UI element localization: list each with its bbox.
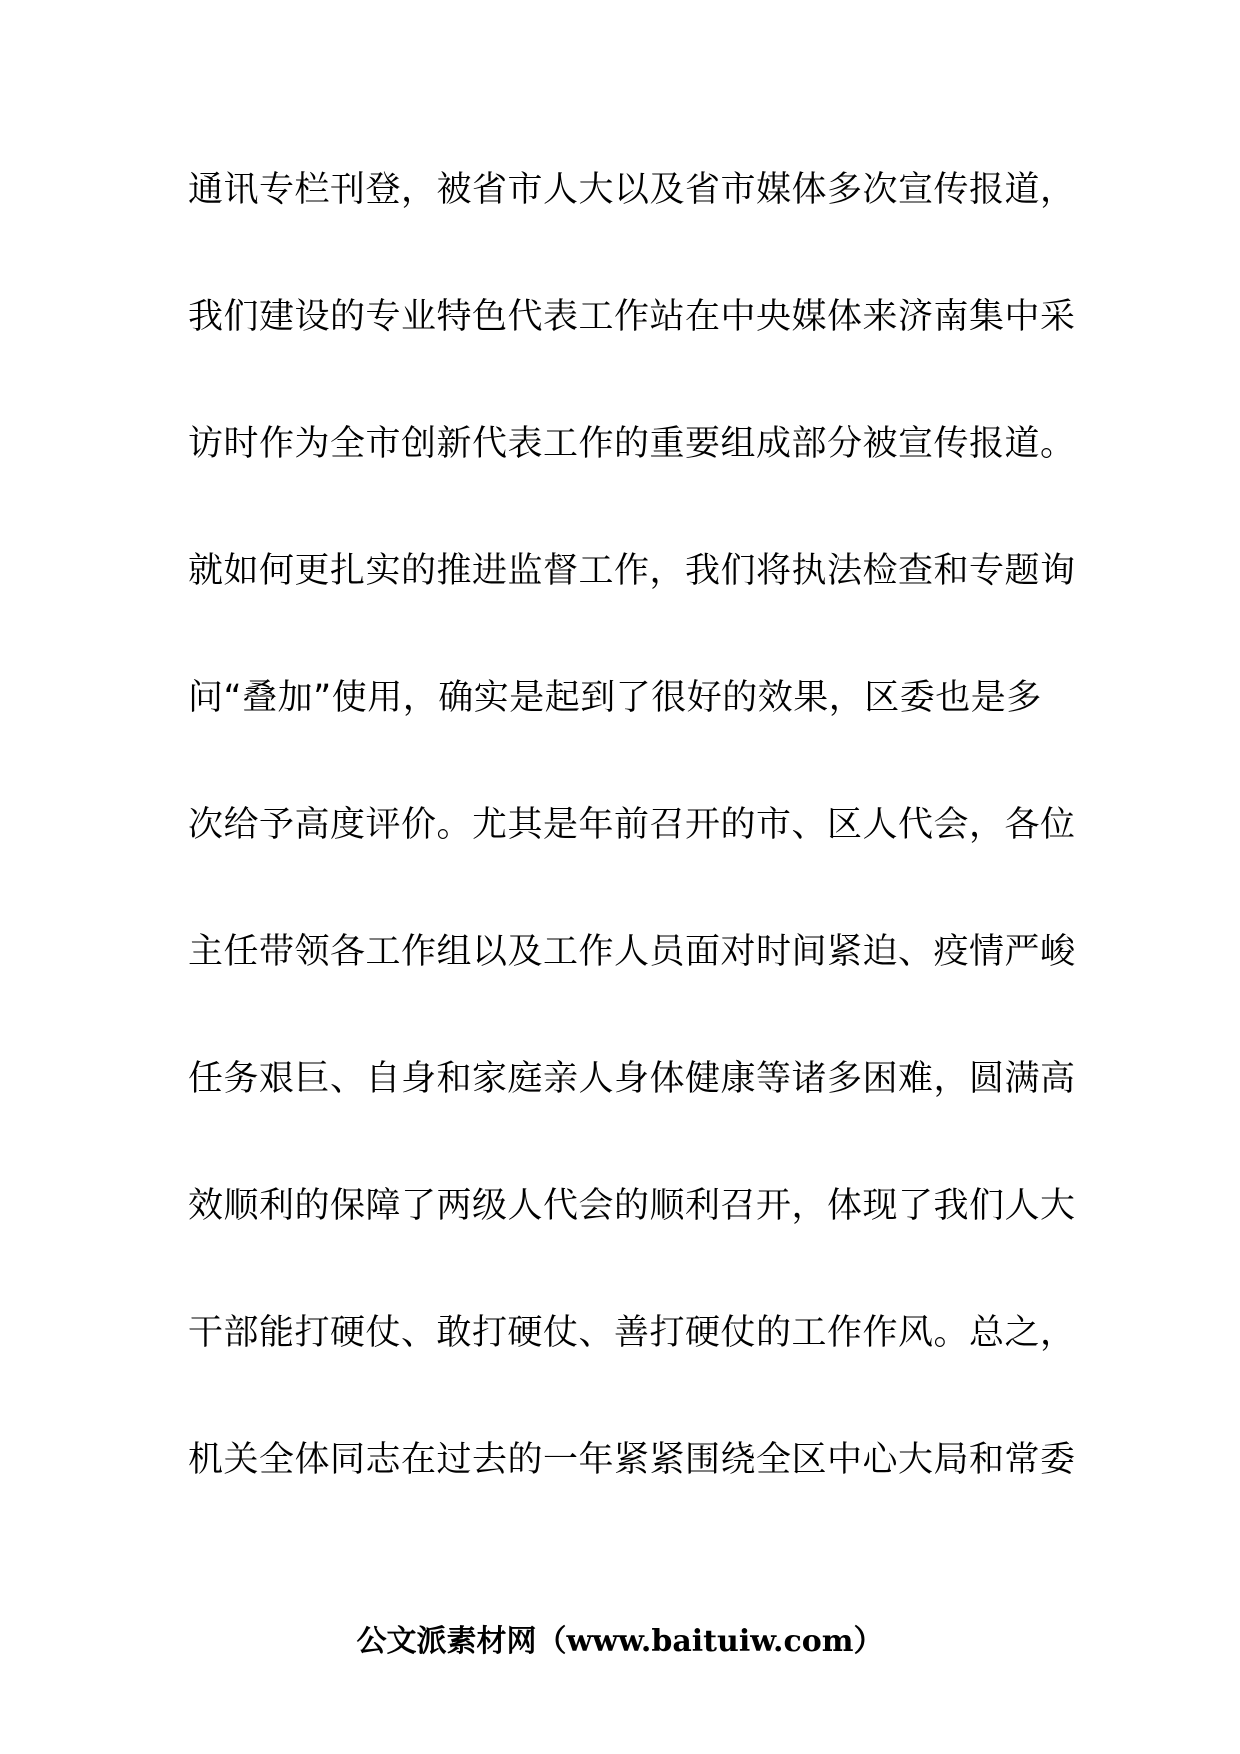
body-line: 主任带领各工作组以及工作人员面对时间紧迫、疫情严峻 xyxy=(188,932,1076,972)
body-line: 就如何更扎实的推进监督工作，我们将执法检查和专题询 xyxy=(188,551,1076,591)
body-line: 次给予高度评价。尤其是年前召开的市、区人代会，各位 xyxy=(188,805,1076,845)
body-line: 效顺利的保障了两级人代会的顺利召开，体现了我们人大 xyxy=(188,1186,1076,1226)
page-footer: 公文派素材网（www.baituiw.com） xyxy=(356,1624,884,1659)
document-body xyxy=(188,170,1076,1567)
body-line: 我们建设的专业特色代表工作站在中央媒体来济南集中采 xyxy=(188,297,1076,337)
body-line: 干部能打硬仗、敢打硬仗、善打硬仗的工作作风。总之， xyxy=(188,1313,1076,1353)
body-line: 问“叠加”使用，确实是起到了很好的效果，区委也是多 xyxy=(188,678,1042,718)
body-line: 访时作为全市创新代表工作的重要组成部分被宣传报道。 xyxy=(188,424,1076,464)
body-line: 通讯专栏刊登，被省市人大以及省市媒体多次宣传报道， xyxy=(188,170,1076,210)
body-line: 机关全体同志在过去的一年紧紧围绕全区中心大局和常委 xyxy=(188,1440,1076,1480)
body-line: 任务艰巨、自身和家庭亲人身体健康等诸多困难，圆满高 xyxy=(188,1059,1076,1099)
